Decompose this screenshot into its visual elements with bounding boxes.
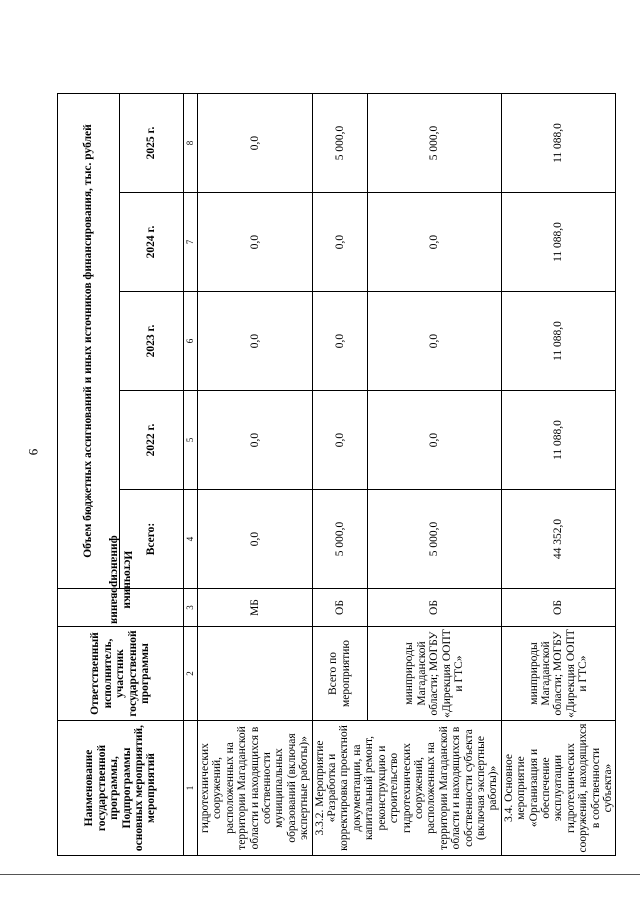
row-executor: минприроды Магаданской области; МОГБУ «Дирекция ООПТ и ГТС» — [368, 627, 502, 721]
row-2023: 0,0 — [198, 292, 313, 391]
table-row — [312, 93, 367, 855]
row-executor: Всего по мероприятию — [312, 627, 367, 721]
row-2025: 5 000,0 — [368, 93, 502, 192]
budget-table — [57, 93, 616, 856]
header-2022: 2022 г. — [120, 391, 184, 490]
col-number: 6 — [184, 292, 198, 391]
header-2025: 2025 г. — [120, 93, 184, 192]
col-number: 7 — [184, 193, 198, 292]
col-number: 1 — [184, 721, 198, 856]
header-2024: 2024 г. — [120, 193, 184, 292]
row-source: ОБ — [312, 589, 367, 627]
row-2023: 0,0 — [312, 292, 367, 391]
col-number: 3 — [184, 589, 198, 627]
col-number: 2 — [184, 627, 198, 721]
row-2022: 0,0 — [312, 391, 367, 490]
row-total: 0,0 — [198, 490, 313, 589]
row-2025: 0,0 — [198, 93, 313, 192]
row-total: 5 000,0 — [368, 490, 502, 589]
rotated-table-container — [57, 93, 614, 856]
row-source: МБ — [198, 589, 313, 627]
row-2024: 0,0 — [198, 193, 313, 292]
row-source: ОБ — [368, 589, 502, 627]
col-number: 8 — [184, 93, 198, 192]
header-name: Наименование государственной программы, Подпрограммы основных мероприятий, мероприятий — [58, 721, 184, 856]
row-source: ОБ — [501, 589, 616, 627]
page-bottom-rule — [0, 874, 640, 875]
row-name: 3.3.2. Мероприятие «Разработка и корректировка проектной документации, на капитальный ремонт, реконструкцию и строительство гидротехнических сооружений, расположенных на территории Магаданской области и находящихся в собственности субъекта (включая экспертные работы)» — [312, 721, 501, 856]
row-2022: 0,0 — [198, 391, 313, 490]
row-executor: минприроды Магаданской области; МОГБУ «Дирекция ООПТ и ГТС» — [501, 627, 616, 721]
row-total: 44 352,0 — [501, 490, 616, 589]
row-total: 5 000,0 — [312, 490, 367, 589]
row-2022: 0,0 — [368, 391, 502, 490]
row-name: 3.4. Основное мероприятие «Организация и обеспечение эксплуатации гидротехнических сооружений, находящихся в собственности субъекта» — [501, 721, 616, 856]
row-2024: 11 088,0 — [501, 193, 616, 292]
row-2022: 11 088,0 — [501, 391, 616, 490]
row-executor — [198, 627, 313, 721]
header-executor: Ответственный исполнитель, участник государственной программы — [58, 627, 184, 721]
row-2024: 0,0 — [312, 193, 367, 292]
row-2024: 0,0 — [368, 193, 502, 292]
row-2023: 0,0 — [368, 292, 502, 391]
row-name: гидротехнических сооружений, расположенных на территории Магаданской области и находящихся в собственности муниципальных образований (включая экспертные работы)» — [198, 721, 313, 856]
col-number: 5 — [184, 391, 198, 490]
header-total: Всего: — [120, 490, 184, 589]
row-2023: 11 088,0 — [501, 292, 616, 391]
col-number: 4 — [184, 490, 198, 589]
table-row — [501, 93, 616, 855]
page-number: 9 — [26, 448, 41, 456]
header-volume: Объем бюджетных ассигнований и иных источников финансирования, тыс. рублей — [58, 93, 120, 588]
header-source-text: Источники финансирования — [108, 535, 134, 624]
header-2023: 2023 г. — [120, 292, 184, 391]
table-row — [198, 93, 313, 855]
row-2025: 11 088,0 — [501, 93, 616, 192]
row-2025: 5 000,0 — [312, 93, 367, 192]
